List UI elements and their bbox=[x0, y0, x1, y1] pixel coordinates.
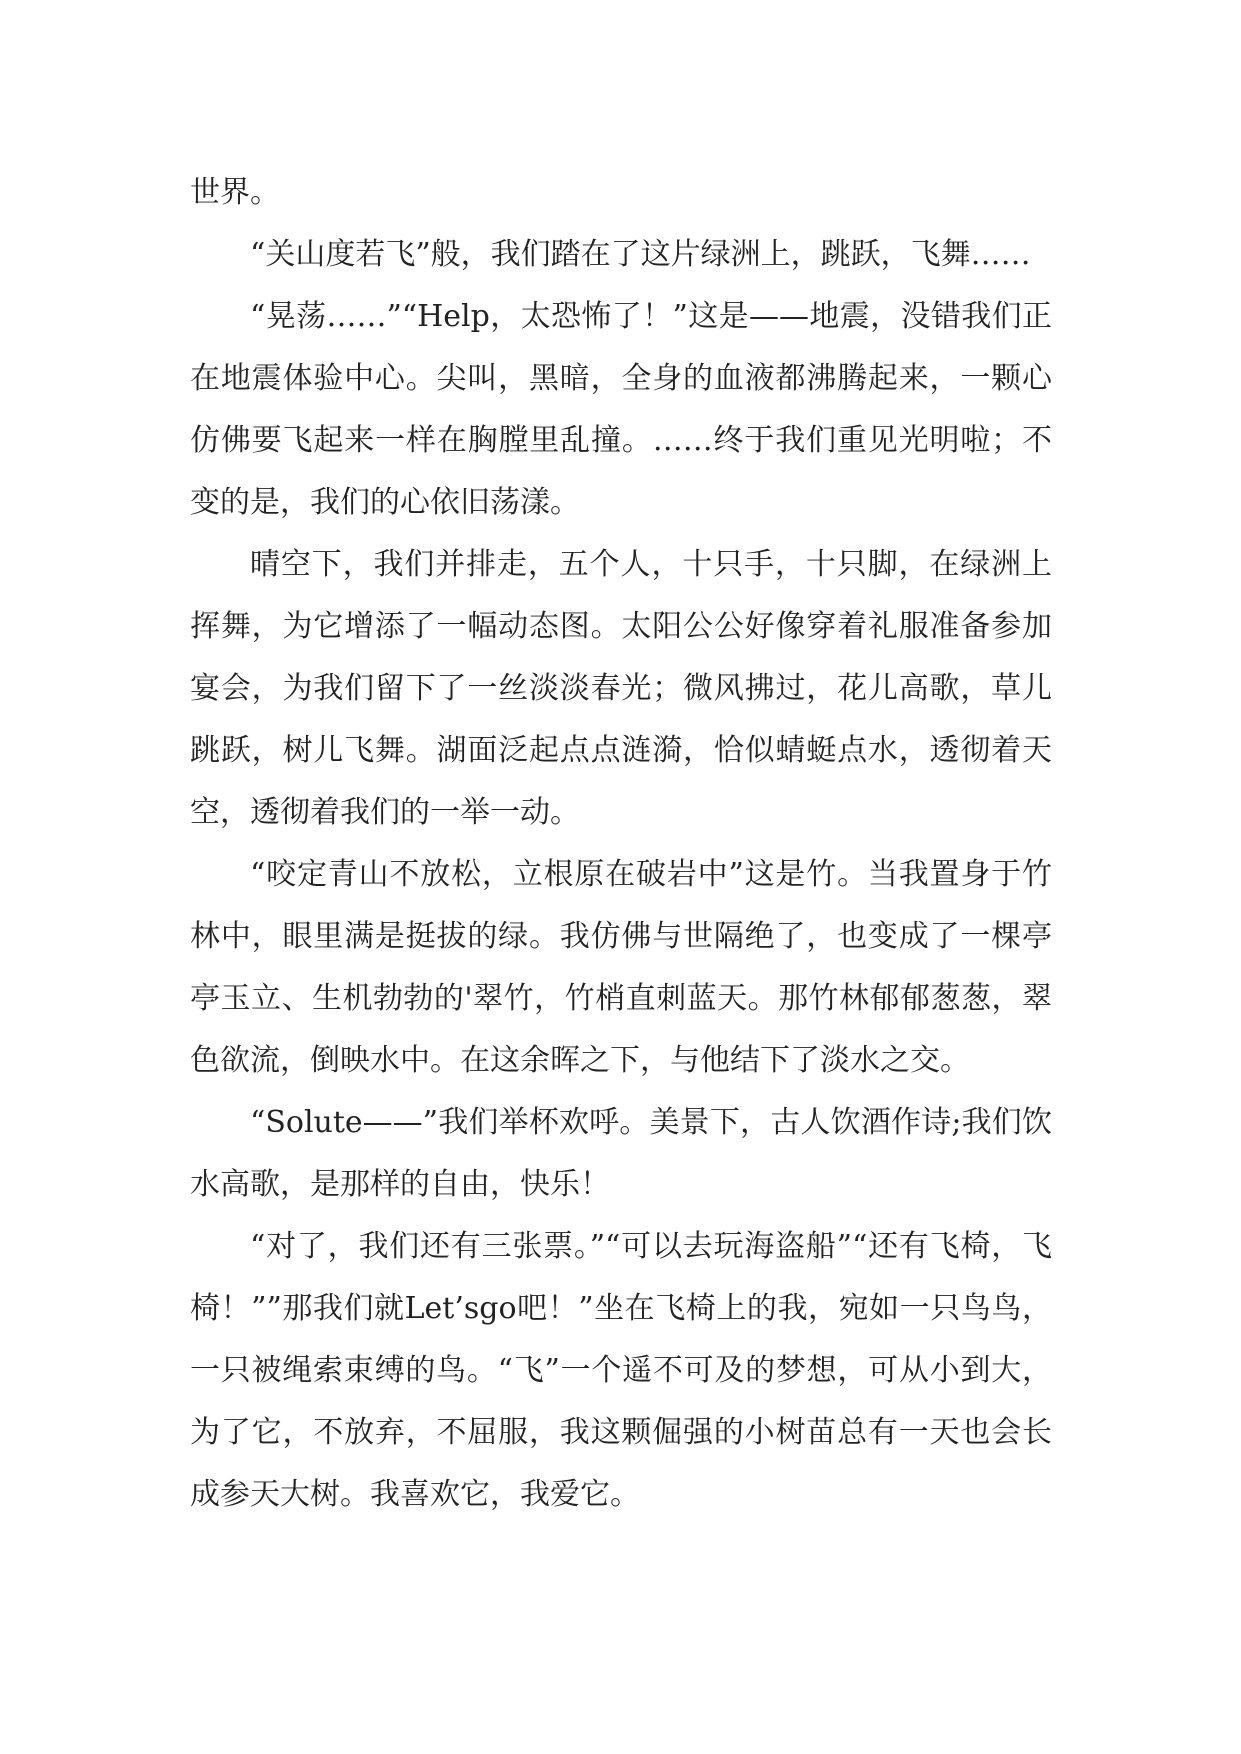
document-body bbox=[190, 162, 1052, 1526]
paragraph-1: 世界。 bbox=[190, 175, 280, 210]
paragraph-6: “Solute——”我们举杯欢呼。美景下，古人饮酒作诗;我们饮水高歌，是那样的自由，快乐！ bbox=[190, 1105, 1052, 1202]
paragraph-3: “晃荡……”“Help，太恐怖了！”这是——地震，没错我们正在地震体验中心。尖叫，黑暗，全身的血液都沸腾起来，一颗心仿佛要飞起来一样在胸膛里乱撞。……终于我们重见光明啦；不变的是，我们的心依旧荡漾。 bbox=[190, 299, 1052, 520]
paragraph-2: “关山度若飞”般，我们踏在了这片绿洲上，跳跃，飞舞…… bbox=[250, 237, 1031, 272]
paragraph-5: “咬定青山不放松，立根原在破岩中”这是竹。当我置身于竹林中，眼里满是挺拔的绿。我仿佛与世隔绝了，也变成了一棵亭亭玉立、生机勃勃的'翠竹，竹梢直刺蓝天。那竹林郁郁葱葱，翠色欲流，倒映水中。在这余晖之下，与他结下了淡水之交。 bbox=[190, 857, 1052, 1078]
paragraph-7: “对了，我们还有三张票。”“可以去玩海盗船”“还有飞椅，飞椅！””那我们就Let’sgo吧！”坐在飞椅上的我，宛如一只鸟鸟，一只被绳索束缚的鸟。“飞”一个遥不可及的梦想，可从小到大，为了它，不放弃，不屈服，我这颗倔强的小树苗总有一天也会长成参天大树。我喜欢它，我爱它。 bbox=[190, 1229, 1052, 1512]
paragraph-4: 晴空下，我们并排走，五个人，十只手，十只脚，在绿洲上挥舞，为它增添了一幅动态图。太阳公公好像穿着礼服准备参加宴会，为我们留下了一丝淡淡春光；微风拂过，花儿高歌，草儿跳跃，树儿飞舞。湖面泛起点点涟漪，恰似蜻蜓点水，透彻着天空，透彻着我们的一举一动。 bbox=[190, 547, 1052, 830]
